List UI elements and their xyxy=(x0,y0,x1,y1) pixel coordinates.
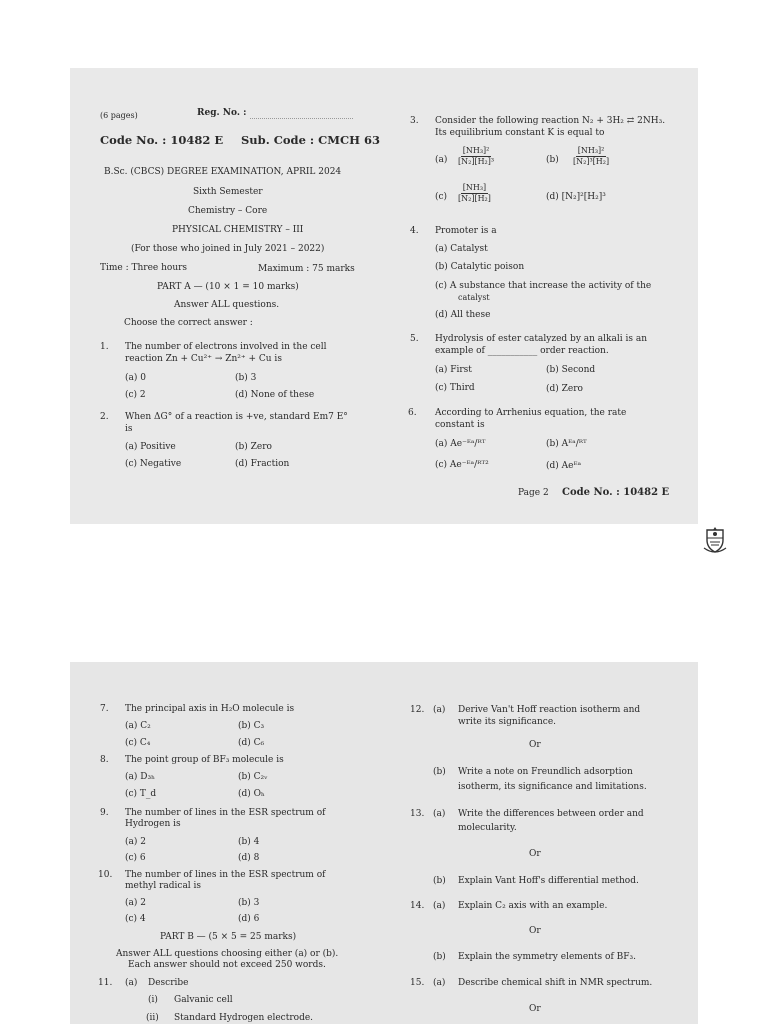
q4-option-c-line1: (c) A substance that increase the activity of the xyxy=(435,281,652,291)
q12-b-line1: Write a note on Freundlich adsorption xyxy=(458,767,633,777)
q14-or: Or xyxy=(529,926,541,936)
q10-option-c: (c) 4 xyxy=(125,914,146,924)
q15-number: 15. xyxy=(410,978,425,988)
semester: Sixth Semester xyxy=(193,187,263,197)
q5-number: 5. xyxy=(410,334,419,344)
q5-option-c: (c) Third xyxy=(435,383,475,393)
q4-option-b: (b) Catalytic poison xyxy=(435,262,525,272)
q8-number: 8. xyxy=(100,755,109,765)
q15-a-label: (a) xyxy=(433,978,446,988)
q11-sub-i-text: Galvanic cell xyxy=(174,995,233,1005)
q9-text-line1: The number of lines in the ESR spectrum of xyxy=(125,808,326,818)
q6-option-b: (b) Aᴱᵃ/ᴿᵀ xyxy=(546,439,587,449)
q13-number: 13. xyxy=(410,809,425,819)
part-b-instruction-1: Answer ALL questions choosing either (a) or (b). xyxy=(116,949,339,959)
q12-or: Or xyxy=(529,740,541,750)
q7-option-b: (b) C₃ xyxy=(238,721,265,731)
answer-all: Answer ALL questions. xyxy=(174,300,280,310)
q2-text-line2: is xyxy=(125,424,133,434)
q13-b-line1: Explain Vant Hoff's differential method. xyxy=(458,876,639,886)
q3-c-numerator: [NH₃] xyxy=(462,183,487,192)
q14-a-line1: Explain C₂ axis with an example. xyxy=(458,901,608,911)
q11-sub-ii-text: Standard Hydrogen electrode. xyxy=(174,1013,314,1023)
q4-text: Promoter is a xyxy=(435,226,497,236)
part-b-heading: PART B — (5 × 5 = 25 marks) xyxy=(160,932,297,942)
q13-a-label: (a) xyxy=(433,809,446,819)
q1-text-line2: reaction Zn + Cu²⁺ → Zn²⁺ + Cu is xyxy=(125,354,282,364)
q11-sub-i-label: (i) xyxy=(148,995,158,1005)
q2-option-d: (d) Fraction xyxy=(235,459,290,469)
q7-number: 7. xyxy=(100,704,109,714)
reg-no-label: Reg. No. : xyxy=(197,108,247,118)
q4-option-c-line2: catalyst xyxy=(458,293,490,302)
q1-text-line1: The number of electrons involved in the cell xyxy=(125,342,327,352)
paper-title: PHYSICAL CHEMISTRY – III xyxy=(172,225,304,235)
q5-text-line1: Hydrolysis of ester catalyzed by an alkali is an xyxy=(435,334,647,344)
q3-option-c-label: (c) xyxy=(435,192,448,202)
q6-option-c: (c) Ae⁻ᴱᵃ/ᴿᵀ² xyxy=(435,460,489,470)
q6-option-d: (d) Aeᴱᵃ xyxy=(546,461,582,471)
q3-number: 3. xyxy=(410,116,419,126)
q2-option-c: (c) Negative xyxy=(125,459,182,469)
footer-code-number: Code No. : 10482 E xyxy=(562,487,670,498)
q6-number: 6. xyxy=(408,408,417,418)
q3-option-d: (d) [N₂]²[H₂]³ xyxy=(546,192,606,202)
q12-a-line2: write its significance. xyxy=(458,717,557,727)
q13-a-line2: molecularity. xyxy=(458,823,517,833)
q7-option-a: (a) C₂ xyxy=(125,721,151,731)
q12-number: 12. xyxy=(410,705,425,715)
q9-text-line2: Hydrogen is xyxy=(125,819,181,829)
page-count: (6 pages) xyxy=(100,111,138,120)
part-b-instruction-2: Each answer should not exceed 250 words. xyxy=(128,960,326,970)
q1-option-b: (b) 3 xyxy=(235,373,257,383)
q6-option-a: (a) Ae⁻ᴱᵃ/ᴿᵀ xyxy=(435,439,486,449)
q3-option-b-label: (b) xyxy=(546,155,559,165)
q6-text-line2: constant is xyxy=(435,420,485,430)
q13-a-line1: Write the differences between order and xyxy=(458,809,644,819)
q11-sub-ii-label: (ii) xyxy=(146,1013,159,1023)
q11-describe: Describe xyxy=(148,978,189,988)
q9-option-c: (c) 6 xyxy=(125,853,146,863)
q8-option-b: (b) C₂ᵥ xyxy=(238,772,268,782)
q10-option-b: (b) 3 xyxy=(238,898,260,908)
q1-option-c: (c) 2 xyxy=(125,390,146,400)
code-number: Code No. : 10482 E xyxy=(100,133,224,147)
q12-a-line1: Derive Van't Hoff reaction isotherm and xyxy=(458,705,641,715)
q10-option-a: (a) 2 xyxy=(125,898,146,908)
q4-option-d: (d) All these xyxy=(435,310,491,320)
q13-or: Or xyxy=(529,849,541,859)
q3-text-line2: Its equilibrium constant K is equal to xyxy=(435,128,605,138)
q11-a-label: (a) xyxy=(125,978,138,988)
q5-option-d: (d) Zero xyxy=(546,384,583,394)
q12-b-line2: isotherm, its significance and limitations. xyxy=(458,782,647,792)
q4-number: 4. xyxy=(410,226,419,236)
q5-option-b: (b) Second xyxy=(546,365,596,375)
q7-option-d: (d) C₆ xyxy=(238,738,265,748)
q10-option-d: (d) 6 xyxy=(238,914,260,924)
q10-text-line2: methyl radical is xyxy=(125,881,202,891)
stream: Chemistry – Core xyxy=(188,206,268,216)
q3-a-numerator: [NH₃]² xyxy=(462,146,490,155)
q1-number: 1. xyxy=(100,342,109,352)
q7-option-c: (c) C₄ xyxy=(125,738,151,748)
exam-sheet-page-1 xyxy=(70,68,698,524)
q9-option-a: (a) 2 xyxy=(125,837,146,847)
exam-sheet-page-2 xyxy=(70,662,698,1024)
q15-a-line1: Describe chemical shift in NMR spectrum. xyxy=(458,978,653,988)
q9-option-d: (d) 8 xyxy=(238,853,260,863)
part-a-heading: PART A — (10 × 1 = 10 marks) xyxy=(157,282,299,292)
q3-option-a-fraction xyxy=(458,146,494,167)
university-emblem-icon xyxy=(703,526,727,554)
q3-b-numerator: [NH₃]² xyxy=(577,146,605,155)
q12-a-label: (a) xyxy=(433,705,446,715)
q8-text: The point group of BF₃ molecule is xyxy=(125,755,284,765)
q8-option-c: (c) T_d xyxy=(125,789,157,799)
q3-c-denominator: [N₂][H₂] xyxy=(458,194,491,203)
q1-option-d: (d) None of these xyxy=(235,390,315,400)
q3-option-a-label: (a) xyxy=(435,155,448,165)
q2-number: 2. xyxy=(100,412,109,422)
q4-option-a: (a) Catalyst xyxy=(435,244,488,254)
q2-option-a: (a) Positive xyxy=(125,442,176,452)
q15-or: Or xyxy=(529,1004,541,1014)
q9-option-b: (b) 4 xyxy=(238,837,260,847)
q3-b-denominator: [N₂]³[H₂] xyxy=(573,157,610,166)
choose-correct: Choose the correct answer : xyxy=(124,318,253,328)
q13-b-label: (b) xyxy=(433,876,446,886)
q3-option-c-fraction xyxy=(458,183,491,204)
q14-number: 14. xyxy=(410,901,425,911)
q11-number: 11. xyxy=(98,978,113,988)
q14-b-label: (b) xyxy=(433,952,446,962)
q9-number: 9. xyxy=(100,808,109,818)
q6-text-line1: According to Arrhenius equation, the rate xyxy=(435,408,627,418)
q2-text-line1: When ΔG° of a reaction is +ve, standard Em7 E° xyxy=(125,412,348,422)
q5-option-a: (a) First xyxy=(435,365,472,375)
exam-title: B.Sc. (CBCS) DEGREE EXAMINATION, APRIL 2024 xyxy=(104,167,342,177)
q10-number: 10. xyxy=(98,870,113,880)
q5-text-line2: example of ___________ order reaction. xyxy=(435,346,609,356)
reg-no-blank xyxy=(250,118,353,119)
time-allowed: Time : Three hours xyxy=(100,263,188,273)
q3-option-b-fraction xyxy=(573,146,609,167)
maximum-marks: Maximum : 75 marks xyxy=(258,264,355,274)
eligibility: (For those who joined in July 2021 – 2022) xyxy=(131,244,325,254)
q8-option-d: (d) Oₕ xyxy=(238,789,265,799)
q3-a-denominator: [N₂][H₂]³ xyxy=(458,157,495,166)
subject-code: Sub. Code : CMCH 63 xyxy=(241,133,381,147)
q1-option-a: (a) 0 xyxy=(125,373,146,383)
q8-option-a: (a) D₃ₕ xyxy=(125,772,155,782)
q14-b-line1: Explain the symmetry elements of BF₃. xyxy=(458,952,636,962)
q12-b-label: (b) xyxy=(433,767,446,777)
q14-a-label: (a) xyxy=(433,901,446,911)
q3-text-line1: Consider the following reaction N₂ + 3H₂ ⇄ 2NH₃. xyxy=(435,116,666,126)
q7-text: The principal axis in H₂O molecule is xyxy=(125,704,295,714)
q10-text-line1: The number of lines in the ESR spectrum of xyxy=(125,870,326,880)
footer-page-number: Page 2 xyxy=(518,488,549,498)
q2-option-b: (b) Zero xyxy=(235,442,272,452)
